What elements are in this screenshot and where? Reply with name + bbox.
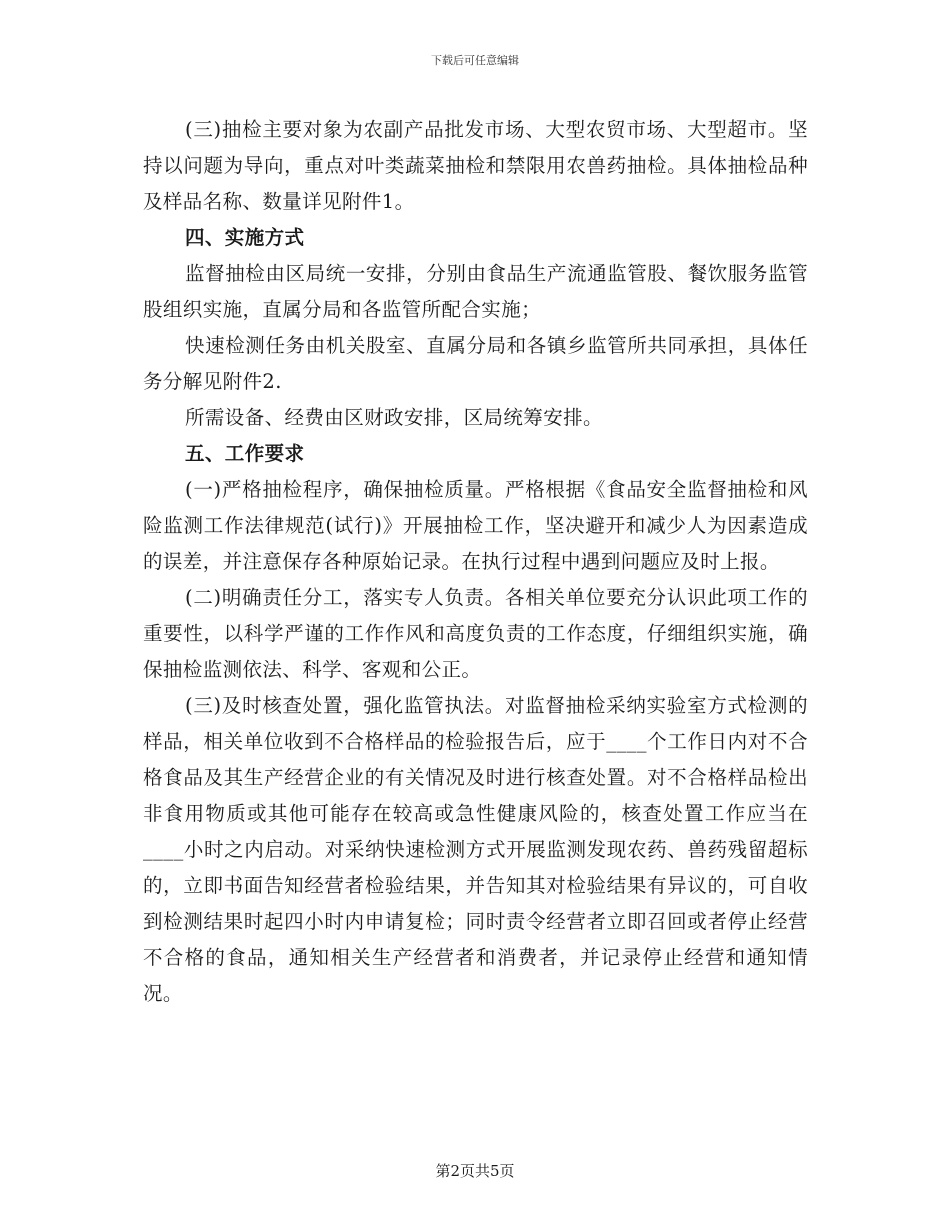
section-heading-requirements: 五、工作要求 — [185, 442, 305, 465]
page-header: 下载后可任意编辑 — [431, 54, 519, 67]
page-number-footer: 第2页共5页 — [435, 1162, 515, 1180]
document-body — [143, 112, 808, 1012]
paragraph-requirement-1: (一)严格抽检程序，确保抽检质量。严格根据《食品安全监督抽检和风险监测工作法律规范(试行)》开展抽检工作，坚决避开和减少人为因素造成的误差，并注意保存各种原始记录。在执行过程中遇到问题应及时上报。 — [143, 478, 808, 573]
paragraph-requirement-3: (三)及时核查处置，强化监管执法。对监督抽检采纳实验室方式检测的样品，相关单位收到不合格样品的检验报告后，应于____个工作日内对不合格食品及其生产经营企业的有关情况及时进行核查处置。对不合格样品检出非食用物质或其他可能存在较高或急性健康风险的，核查处置工作应当在____小时之内启动。对采纳快速检测方式开展监测发现农药、兽药残留超标的，立即书面告知经营者检验结果，并告知其对检验结果有异议的，可自收到检测结果时起四小时内申请复检；同时责令经营者立即召回或者停止经营不合格的食品，通知相关生产经营者和消费者，并记录停止经营和通知情况。 — [143, 694, 808, 1005]
paragraph-inspection-targets: (三)抽检主要对象为农副产品批发市场、大型农贸市场、大型超市。坚持以问题为导向，重点对叶类蔬菜抽检和禁限用农兽药抽检。具体抽检品种及样品名称、数量详见附件1。 — [143, 118, 808, 213]
section-heading-implementation: 四、实施方式 — [185, 226, 305, 249]
paragraph-funding: 所需设备、经费由区财政安排，区局统筹安排。 — [185, 406, 603, 429]
paragraph-requirement-2: (二)明确责任分工，落实专人负责。各相关单位要充分认识此项工作的重要性，以科学严谨的工作作风和高度负责的工作态度，仔细组织实施，确保抽检监测依法、科学、客观和公正。 — [143, 586, 808, 681]
paragraph-rapid-testing: 快速检测任务由机关股室、直属分局和各镇乡监管所共同承担，具体任务分解见附件2. — [143, 334, 808, 393]
paragraph-supervision-arrangement: 监督抽检由区局统一安排，分别由食品生产流通监管股、餐饮服务监管股组织实施，直属分局和各监管所配合实施； — [143, 262, 808, 321]
